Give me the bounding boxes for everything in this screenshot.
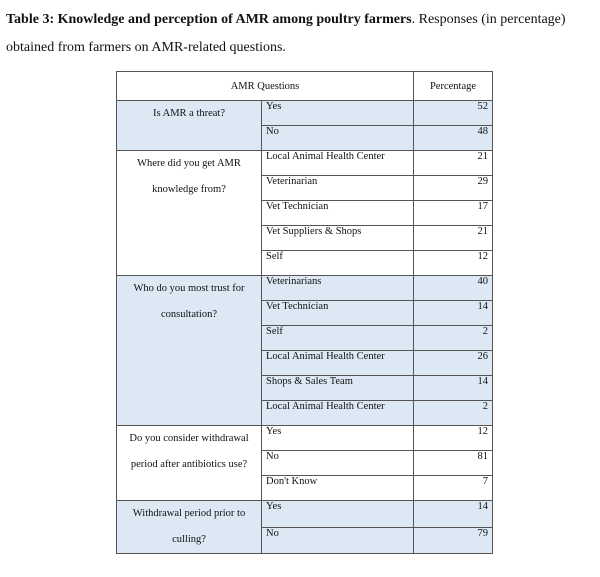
table-row	[117, 426, 493, 451]
percentage-cell: 7	[414, 476, 493, 501]
question-cell: Is AMR a threat?	[117, 101, 262, 151]
table-row	[117, 151, 493, 176]
answer-cell: Local Animal Health Center	[262, 351, 414, 376]
answer-cell: Vet Technician	[262, 201, 414, 226]
percentage-cell: 21	[414, 151, 493, 176]
answer-cell: Self	[262, 326, 414, 351]
percentage-cell: 81	[414, 451, 493, 476]
answer-cell: Local Animal Health Center	[262, 151, 414, 176]
header-amr-questions: AMR Questions	[117, 72, 414, 101]
percentage-cell: 79	[414, 527, 493, 554]
answer-cell: Yes	[262, 501, 414, 528]
question-cell: Withdrawal period prior to culling?	[117, 501, 262, 554]
answer-cell: No	[262, 451, 414, 476]
answer-cell: Shops & Sales Team	[262, 376, 414, 401]
table-row	[117, 501, 493, 528]
answer-cell: Self	[262, 251, 414, 276]
caption-title: Table 3: Knowledge and perception of AMR among poultry farmers	[6, 12, 412, 27]
percentage-cell: 26	[414, 351, 493, 376]
answer-cell: Yes	[262, 426, 414, 451]
percentage-cell: 14	[414, 376, 493, 401]
percentage-cell: 21	[414, 226, 493, 251]
percentage-cell: 2	[414, 401, 493, 426]
question-cell: Who do you most trust for consultation?	[117, 276, 262, 426]
caption-text: . Responses (in percentage) obtained from farmers on AMR-related questions.	[6, 12, 566, 55]
percentage-cell: 48	[414, 126, 493, 151]
table-header-row	[117, 72, 493, 101]
question-cell: Where did you get AMR knowledge from?	[117, 151, 262, 276]
percentage-cell: 52	[414, 101, 493, 126]
table-row	[117, 101, 493, 126]
percentage-cell: 12	[414, 426, 493, 451]
answer-cell: No	[262, 527, 414, 554]
answer-cell: Veterinarians	[262, 276, 414, 301]
percentage-cell: 2	[414, 326, 493, 351]
percentage-cell: 14	[414, 501, 493, 528]
table-row	[117, 276, 493, 301]
answer-cell: Don't Know	[262, 476, 414, 501]
answer-cell: Local Animal Health Center	[262, 401, 414, 426]
percentage-cell: 14	[414, 301, 493, 326]
table-caption	[6, 6, 596, 62]
percentage-cell: 40	[414, 276, 493, 301]
answer-cell: No	[262, 126, 414, 151]
header-percentage: Percentage	[414, 72, 493, 101]
answer-cell: Veterinarian	[262, 176, 414, 201]
answer-cell: Yes	[262, 101, 414, 126]
answer-cell: Vet Technician	[262, 301, 414, 326]
amr-table	[116, 71, 493, 554]
question-cell: Do you consider withdrawal period after antibiotics use?	[117, 426, 262, 501]
answer-cell: Vet Suppliers & Shops	[262, 226, 414, 251]
percentage-cell: 29	[414, 176, 493, 201]
percentage-cell: 12	[414, 251, 493, 276]
percentage-cell: 17	[414, 201, 493, 226]
